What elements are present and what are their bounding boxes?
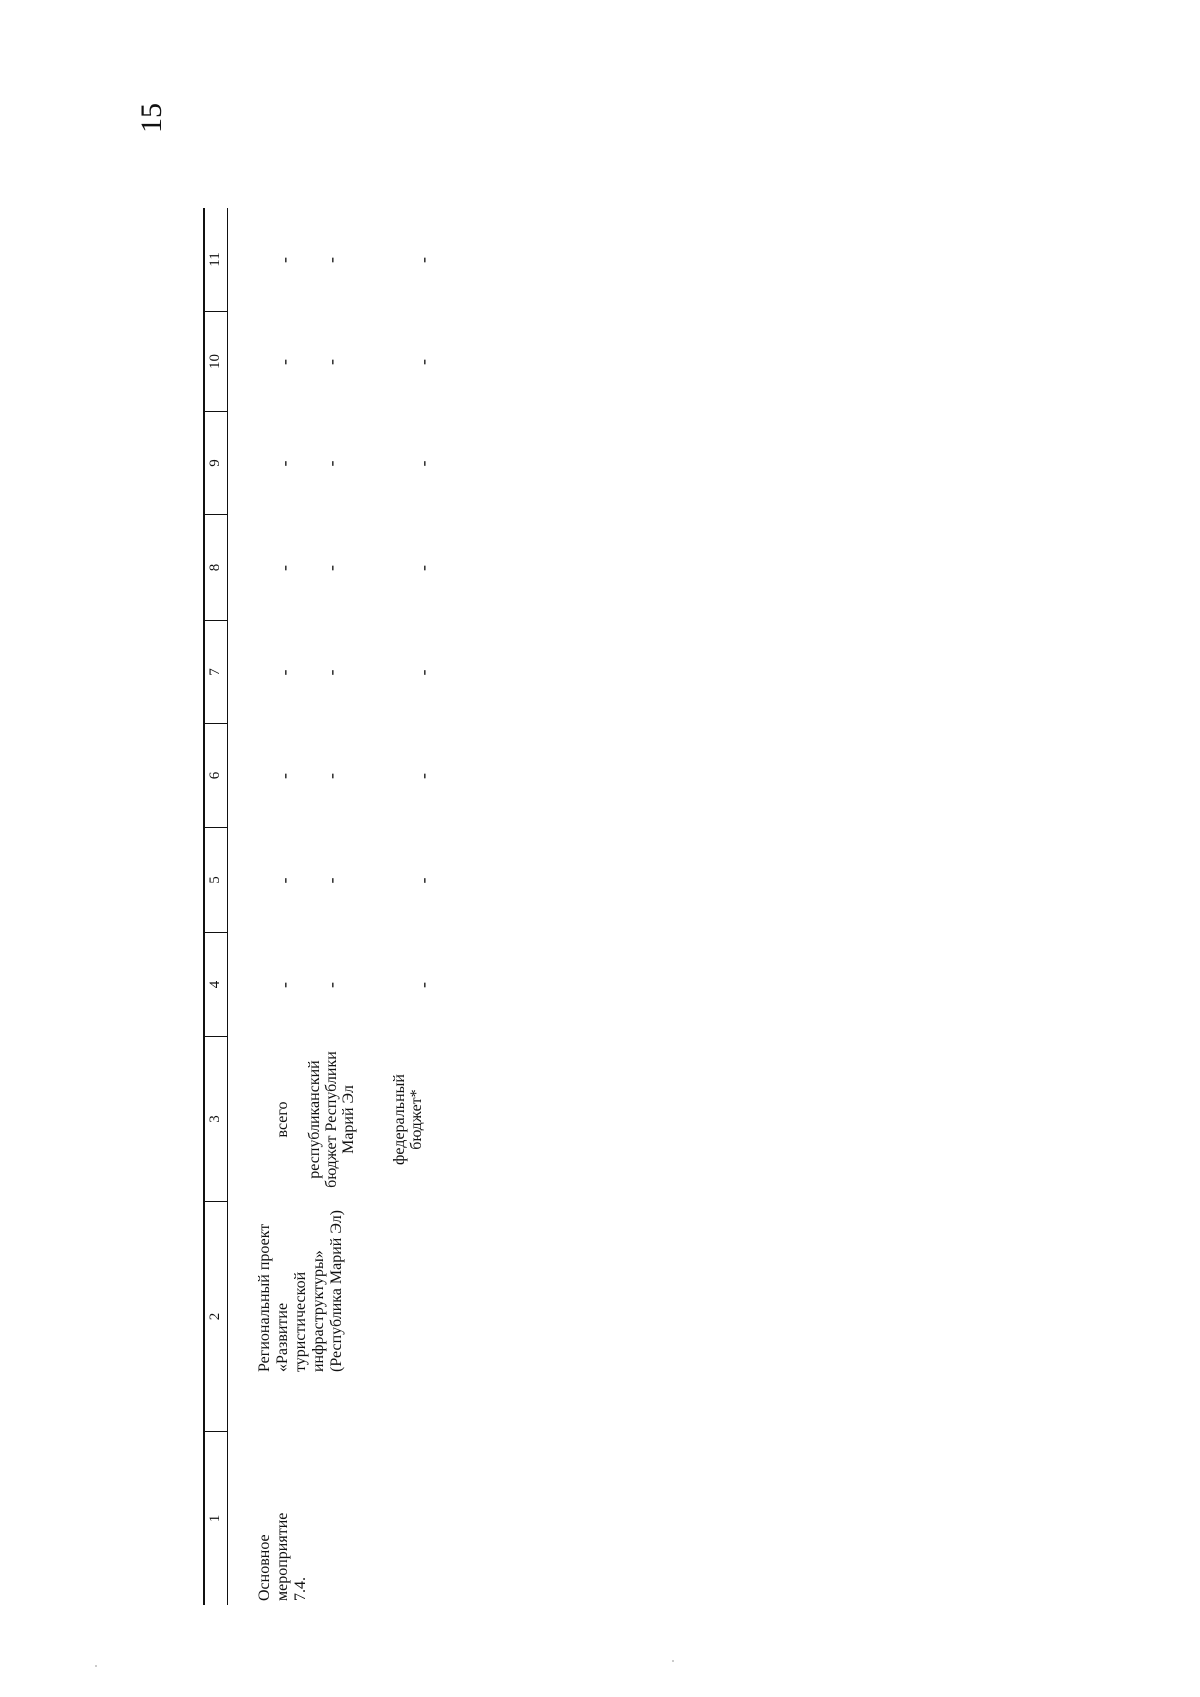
funding-source-line: бюджет* — [408, 1089, 425, 1150]
value-cell: - — [274, 460, 294, 467]
value-cell: - — [321, 877, 341, 884]
value-cell: - — [274, 773, 294, 779]
column-header-6: 6 — [205, 724, 227, 828]
values-row-federal — [415, 208, 431, 1037]
activity-line: 7.4. — [292, 1577, 309, 1601]
value-cell: - — [321, 982, 341, 988]
column-header-8: 8 — [205, 515, 227, 621]
project-line: «Развитие — [274, 1302, 291, 1372]
value-cell: - — [321, 565, 341, 571]
column-header-1: 1 — [207, 1514, 223, 1523]
activity-line: Основное — [256, 1534, 273, 1601]
funding-source-republican — [306, 1037, 357, 1202]
value-cell: - — [274, 669, 294, 676]
value-cell: - — [321, 669, 341, 676]
values-row-total — [276, 208, 292, 1037]
column-header-7: 7 — [205, 621, 227, 724]
activity-cell — [228, 1435, 310, 1605]
scan-speck — [672, 1660, 674, 1662]
values-row-republican — [323, 208, 339, 1037]
value-cell: - — [274, 565, 294, 571]
activity-line: мероприятие — [274, 1512, 291, 1601]
value-cell: - — [413, 257, 433, 263]
project-cell — [228, 1202, 346, 1432]
funding-source-line: Марий Эл — [340, 1085, 357, 1154]
funding-source-line: федеральный — [391, 1074, 408, 1165]
value-cell: - — [321, 773, 341, 779]
column-number-header-row — [203, 208, 228, 1605]
column-header-10: 10 — [205, 312, 227, 412]
project-line: (Республика Марий Эл) — [328, 1209, 345, 1372]
scan-speck — [95, 1665, 97, 1667]
value-cell: - — [413, 460, 433, 467]
funding-source-line: бюджет Республики — [323, 1051, 340, 1188]
value-cell: - — [413, 669, 433, 676]
value-cell: - — [413, 359, 433, 365]
funding-source-total — [274, 1037, 291, 1202]
value-cell: - — [413, 565, 433, 571]
value-cell: - — [274, 982, 294, 988]
value-cell: - — [321, 257, 341, 263]
funding-source-line: республиканский — [306, 1060, 323, 1179]
column-header-11: 11 — [205, 208, 227, 312]
value-cell: - — [274, 257, 294, 263]
value-cell: - — [321, 460, 341, 467]
column-header-4: 4 — [205, 933, 227, 1037]
project-line: Региональный проект — [256, 1223, 273, 1372]
page-number: 15 — [135, 103, 168, 133]
project-line: инфраструктуры» — [310, 1250, 327, 1372]
value-cell: - — [413, 773, 433, 779]
funding-source-federal — [391, 1037, 425, 1202]
budget-table — [203, 208, 433, 1605]
column-header-2: 2 — [205, 1202, 227, 1432]
column-header-9: 9 — [205, 412, 227, 515]
value-cell: - — [413, 877, 433, 884]
column-header-5: 5 — [205, 828, 227, 933]
value-cell: - — [274, 877, 294, 884]
value-cell: - — [274, 359, 294, 365]
value-cell: - — [413, 982, 433, 988]
funding-source-line: всего — [274, 1101, 291, 1138]
rotated-table-container — [203, 208, 1200, 1605]
value-cell: - — [321, 359, 341, 365]
column-header-3: 3 — [205, 1037, 227, 1202]
project-line: туристической — [292, 1271, 309, 1372]
